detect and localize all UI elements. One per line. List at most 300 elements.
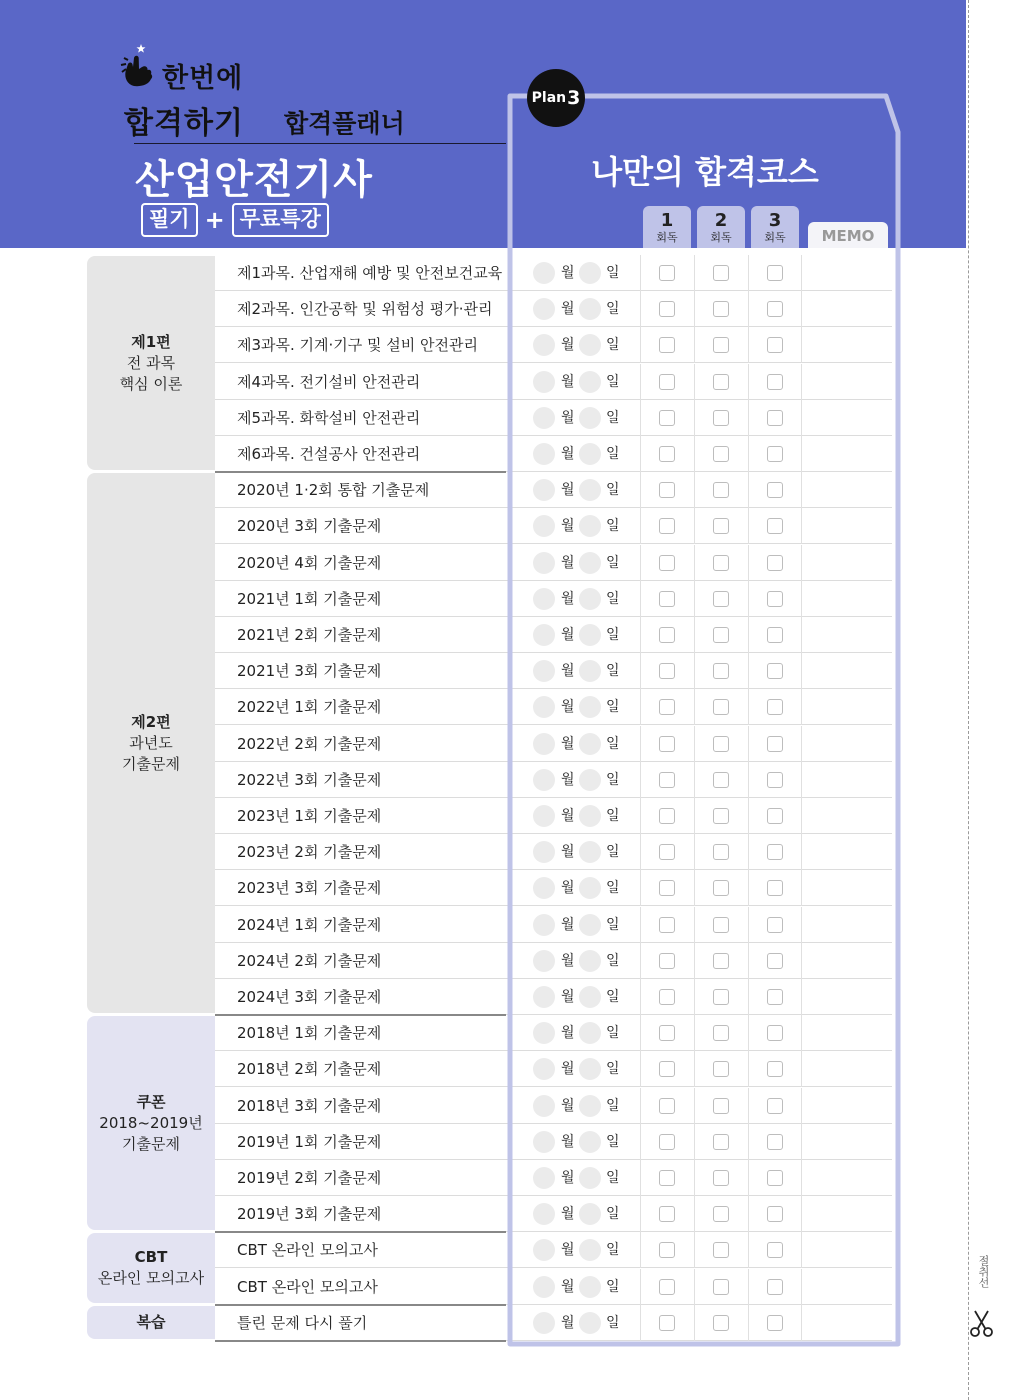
read-2-checkbox[interactable] xyxy=(713,518,729,534)
day-label: 일 xyxy=(606,1097,620,1114)
column-divider xyxy=(694,907,695,943)
read-3-checkbox[interactable] xyxy=(767,663,783,679)
day-input[interactable] xyxy=(579,334,601,356)
read-2-checkbox[interactable] xyxy=(713,591,729,607)
row-topic: 2023년 1회 기출문제 xyxy=(237,807,382,825)
month-input[interactable] xyxy=(533,1095,555,1117)
table-row xyxy=(215,508,892,544)
row-topic: 2020년 4회 기출문제 xyxy=(237,553,382,572)
month-input[interactable] xyxy=(533,986,555,1008)
day-input[interactable] xyxy=(579,660,601,682)
column-divider xyxy=(748,1051,749,1087)
column-divider xyxy=(694,689,695,725)
month-label: 월 xyxy=(561,446,575,462)
column-divider xyxy=(748,979,749,1015)
memo-cell[interactable] xyxy=(802,1196,890,1232)
day-label: 일 xyxy=(606,446,620,462)
day-input[interactable] xyxy=(579,371,601,393)
memo-cell[interactable] xyxy=(802,436,890,472)
read-1-checkbox[interactable] xyxy=(659,301,675,317)
read-2-checkbox[interactable] xyxy=(713,410,729,426)
day-input[interactable] xyxy=(579,515,601,537)
month-input[interactable] xyxy=(533,407,555,429)
read-3-checkbox[interactable] xyxy=(767,555,783,571)
month-input[interactable] xyxy=(533,1239,555,1261)
day-input[interactable] xyxy=(579,914,601,936)
day-input[interactable] xyxy=(579,1276,601,1298)
read-2-checkbox[interactable] xyxy=(713,772,729,788)
memo-cell[interactable] xyxy=(802,1305,890,1341)
month-label: 월 xyxy=(561,844,575,861)
memo-cell[interactable] xyxy=(802,1160,890,1196)
read-2-checkbox[interactable] xyxy=(713,1242,729,1258)
day-label: 일 xyxy=(606,989,620,1005)
month-input[interactable] xyxy=(533,479,555,501)
column-divider xyxy=(640,508,641,544)
column-divider xyxy=(694,1232,695,1268)
day-input[interactable] xyxy=(579,1022,601,1044)
column-divider xyxy=(694,1051,695,1087)
read-3-checkbox[interactable] xyxy=(767,844,783,860)
row-topic: 2022년 3회 기출문제 xyxy=(237,770,382,789)
day-input[interactable] xyxy=(579,1058,601,1080)
day-label: 일 xyxy=(606,699,620,716)
month-input[interactable] xyxy=(533,443,555,465)
read-2-checkbox[interactable] xyxy=(713,446,729,462)
read-3-checkbox[interactable] xyxy=(767,410,783,426)
table-row xyxy=(215,907,892,943)
month-input[interactable] xyxy=(533,1276,555,1298)
read-3-checkbox[interactable] xyxy=(767,1025,783,1041)
column-divider xyxy=(748,472,749,508)
read-1-checkbox[interactable] xyxy=(659,446,675,462)
read-1-checkbox[interactable] xyxy=(659,663,675,679)
memo-cell[interactable] xyxy=(802,1124,890,1160)
month-input[interactable] xyxy=(533,733,555,755)
read-3-checkbox[interactable] xyxy=(767,337,783,353)
day-input[interactable] xyxy=(579,877,601,899)
column-divider xyxy=(694,400,695,436)
read-2-checkbox[interactable] xyxy=(713,337,729,353)
month-input[interactable] xyxy=(533,552,555,574)
read-3-checkbox[interactable] xyxy=(767,953,783,969)
read-tab-2 xyxy=(697,206,745,248)
day-input[interactable] xyxy=(579,769,601,791)
read-1-checkbox[interactable] xyxy=(659,1098,675,1114)
month-input[interactable] xyxy=(533,624,555,646)
month-label: 월 xyxy=(561,699,575,716)
memo-cell[interactable] xyxy=(802,834,890,870)
read-1-checkbox[interactable] xyxy=(659,917,675,933)
month-input[interactable] xyxy=(533,515,555,537)
table-row xyxy=(215,653,892,689)
column-divider xyxy=(694,1196,695,1232)
month-input[interactable] xyxy=(533,334,555,356)
column-divider xyxy=(694,762,695,798)
memo-cell[interactable] xyxy=(802,255,890,291)
read-2-checkbox[interactable] xyxy=(713,1206,729,1222)
memo-cell[interactable] xyxy=(802,943,890,979)
row-topic: 2019년 1회 기출문제 xyxy=(237,1132,382,1151)
table-row xyxy=(215,1196,892,1232)
day-input[interactable] xyxy=(579,1167,601,1189)
read-3-checkbox[interactable] xyxy=(767,265,783,281)
read-1-checkbox[interactable] xyxy=(659,410,675,426)
read-3-checkbox[interactable] xyxy=(767,591,783,607)
table-row xyxy=(215,798,892,834)
read-1-checkbox[interactable] xyxy=(659,374,675,390)
month-label: 월 xyxy=(561,373,575,390)
day-label: 일 xyxy=(606,1170,620,1186)
row-topic: 제2과목. 인간공학 및 위험성 평가·관리 xyxy=(237,300,493,319)
memo-cell[interactable] xyxy=(802,1015,890,1051)
day-input[interactable] xyxy=(579,986,601,1008)
read-1-checkbox[interactable] xyxy=(659,699,675,715)
month-label: 월 xyxy=(561,482,575,499)
month-input[interactable] xyxy=(533,841,555,863)
column-divider xyxy=(748,327,749,363)
brand-line1: 한번에 xyxy=(162,63,244,94)
read-1-checkbox[interactable] xyxy=(659,953,675,969)
column-divider xyxy=(640,291,641,327)
day-input[interactable] xyxy=(579,950,601,972)
day-input[interactable] xyxy=(579,841,601,863)
column-divider xyxy=(748,617,749,653)
day-input[interactable] xyxy=(579,588,601,610)
row-topic: 2021년 1회 기출문제 xyxy=(237,589,382,608)
read-3-checkbox[interactable] xyxy=(767,989,783,1005)
read-3-checkbox[interactable] xyxy=(767,917,783,933)
table-row xyxy=(215,943,892,979)
memo-cell[interactable] xyxy=(802,400,890,436)
column-divider xyxy=(748,798,749,834)
read-1-checkbox[interactable] xyxy=(659,1315,675,1331)
day-input[interactable] xyxy=(579,552,601,574)
read-3-checkbox[interactable] xyxy=(767,1170,783,1186)
memo-cell[interactable] xyxy=(802,327,890,363)
section-sub: 전 과목 xyxy=(126,353,176,372)
memo-cell[interactable] xyxy=(802,870,890,906)
read-2-checkbox[interactable] xyxy=(713,1098,729,1114)
month-input[interactable] xyxy=(533,696,555,718)
month-label: 월 xyxy=(561,735,575,752)
read-3-checkbox[interactable] xyxy=(767,1242,783,1258)
memo-cell[interactable] xyxy=(802,581,890,617)
read-2-checkbox[interactable] xyxy=(713,917,729,933)
month-input[interactable] xyxy=(533,769,555,791)
read-2-checkbox[interactable] xyxy=(713,880,729,896)
read-3-checkbox[interactable] xyxy=(767,446,783,462)
read-1-checkbox[interactable] xyxy=(659,844,675,860)
read-2-checkbox[interactable] xyxy=(713,808,729,824)
read-3-checkbox[interactable] xyxy=(767,518,783,534)
read-1-checkbox[interactable] xyxy=(659,482,675,498)
column-divider xyxy=(694,255,695,291)
day-label: 일 xyxy=(606,265,620,281)
read-2-checkbox[interactable] xyxy=(713,555,729,571)
read-2-checkbox[interactable] xyxy=(713,265,729,281)
read-2-checkbox[interactable] xyxy=(713,374,729,390)
month-label: 월 xyxy=(561,663,575,680)
memo-cell[interactable] xyxy=(802,472,890,508)
column-divider xyxy=(640,726,641,762)
day-input[interactable] xyxy=(579,1131,601,1153)
read-2-checkbox[interactable] xyxy=(713,1279,729,1295)
month-input[interactable] xyxy=(533,1058,555,1080)
read-2-checkbox[interactable] xyxy=(713,482,729,498)
table-row xyxy=(215,870,892,906)
month-label: 월 xyxy=(561,627,575,643)
day-input[interactable] xyxy=(579,805,601,827)
memo-cell[interactable] xyxy=(802,798,890,834)
day-label: 일 xyxy=(606,808,620,824)
read-1-checkbox[interactable] xyxy=(659,1242,675,1258)
read-3-checkbox[interactable] xyxy=(767,808,783,824)
day-input[interactable] xyxy=(579,696,601,718)
month-label: 월 xyxy=(561,590,575,607)
table-row xyxy=(215,1051,892,1087)
column-divider xyxy=(640,1305,641,1341)
day-label: 일 xyxy=(606,1206,620,1223)
read-1-checkbox[interactable] xyxy=(659,1061,675,1077)
column-divider xyxy=(640,364,641,400)
memo-cell[interactable] xyxy=(802,508,890,544)
read-3-checkbox[interactable] xyxy=(767,1315,783,1331)
column-divider xyxy=(694,436,695,472)
read-2-checkbox[interactable] xyxy=(713,1315,729,1331)
day-input[interactable] xyxy=(579,407,601,429)
column-divider xyxy=(640,1196,641,1232)
month-input[interactable] xyxy=(533,877,555,899)
table-row xyxy=(215,255,892,291)
read-2-checkbox[interactable] xyxy=(713,1170,729,1186)
day-label: 일 xyxy=(606,663,620,680)
day-label: 일 xyxy=(606,771,620,788)
day-label: 일 xyxy=(606,1025,620,1042)
read-1-checkbox[interactable] xyxy=(659,736,675,752)
month-input[interactable] xyxy=(533,262,555,284)
column-divider xyxy=(640,979,641,1015)
column-divider xyxy=(640,1015,641,1051)
memo-cell[interactable] xyxy=(802,291,890,327)
read-2-checkbox[interactable] xyxy=(713,699,729,715)
table-row xyxy=(215,762,892,798)
read-3-checkbox[interactable] xyxy=(767,1061,783,1077)
memo-cell[interactable] xyxy=(802,653,890,689)
month-input[interactable] xyxy=(533,1022,555,1044)
read-tab-3 xyxy=(751,206,799,248)
table-row xyxy=(215,1015,892,1051)
table-row xyxy=(215,979,892,1015)
row-topic: 2019년 2회 기출문제 xyxy=(237,1169,382,1187)
column-divider xyxy=(640,617,641,653)
month-input[interactable] xyxy=(533,1167,555,1189)
read-2-checkbox[interactable] xyxy=(713,1025,729,1041)
day-input[interactable] xyxy=(579,624,601,646)
read-3-checkbox[interactable] xyxy=(767,736,783,752)
read-1-checkbox[interactable] xyxy=(659,265,675,281)
day-label: 일 xyxy=(606,518,620,535)
column-divider xyxy=(640,1124,641,1160)
day-label: 일 xyxy=(606,952,620,969)
column-divider xyxy=(694,1015,695,1051)
read-1-checkbox[interactable] xyxy=(659,808,675,824)
badge-row xyxy=(141,203,329,237)
read-1-checkbox[interactable] xyxy=(659,337,675,353)
memo-cell[interactable] xyxy=(802,1232,890,1268)
column-divider xyxy=(694,1160,695,1196)
column-divider xyxy=(640,436,641,472)
column-divider xyxy=(640,907,641,943)
column-divider xyxy=(748,907,749,943)
memo-cell[interactable] xyxy=(802,545,890,581)
plan-label: Plan xyxy=(531,90,567,106)
column-divider xyxy=(748,581,749,617)
read-tab-number: 2 xyxy=(714,210,728,231)
day-label: 일 xyxy=(606,627,620,643)
read-3-checkbox[interactable] xyxy=(767,1206,783,1222)
read-2-checkbox[interactable] xyxy=(713,627,729,643)
day-input[interactable] xyxy=(579,262,601,284)
column-divider xyxy=(748,255,749,291)
column-divider xyxy=(640,1160,641,1196)
read-3-checkbox[interactable] xyxy=(767,699,783,715)
day-input[interactable] xyxy=(579,1203,601,1225)
table-row xyxy=(215,689,892,725)
month-input[interactable] xyxy=(533,1203,555,1225)
read-1-checkbox[interactable] xyxy=(659,555,675,571)
row-topic: 2024년 2회 기출문제 xyxy=(237,951,382,970)
read-1-checkbox[interactable] xyxy=(659,1170,675,1186)
section-label xyxy=(87,1233,215,1302)
month-input[interactable] xyxy=(533,298,555,320)
read-1-checkbox[interactable] xyxy=(659,772,675,788)
day-input[interactable] xyxy=(579,443,601,465)
table-row xyxy=(215,1124,892,1160)
column-divider xyxy=(694,870,695,906)
read-1-checkbox[interactable] xyxy=(659,518,675,534)
month-input[interactable] xyxy=(533,950,555,972)
column-divider xyxy=(640,798,641,834)
read-1-checkbox[interactable] xyxy=(659,1206,675,1222)
memo-cell[interactable] xyxy=(802,1088,890,1124)
column-divider xyxy=(694,1269,695,1305)
read-1-checkbox[interactable] xyxy=(659,627,675,643)
read-3-checkbox[interactable] xyxy=(767,772,783,788)
course-title: 나만의 합격코스 xyxy=(591,153,819,191)
read-2-checkbox[interactable] xyxy=(713,1061,729,1077)
table-row xyxy=(215,1088,892,1124)
read-3-checkbox[interactable] xyxy=(767,482,783,498)
read-3-checkbox[interactable] xyxy=(767,374,783,390)
read-2-checkbox[interactable] xyxy=(713,736,729,752)
read-3-checkbox[interactable] xyxy=(767,1098,783,1114)
day-input[interactable] xyxy=(579,298,601,320)
memo-cell[interactable] xyxy=(802,979,890,1015)
day-label: 일 xyxy=(606,735,620,752)
read-3-checkbox[interactable] xyxy=(767,1279,783,1295)
day-input[interactable] xyxy=(579,1239,601,1261)
month-input[interactable] xyxy=(533,914,555,936)
month-label: 월 xyxy=(561,880,575,897)
table-row xyxy=(215,472,892,508)
row-topic: 제3과목. 기계·기구 및 설비 안전관리 xyxy=(237,336,479,355)
memo-cell[interactable] xyxy=(802,907,890,943)
read-2-checkbox[interactable] xyxy=(713,844,729,860)
read-1-checkbox[interactable] xyxy=(659,1279,675,1295)
month-input[interactable] xyxy=(533,1312,555,1334)
table-row xyxy=(215,617,892,653)
column-divider xyxy=(748,726,749,762)
read-2-checkbox[interactable] xyxy=(713,1134,729,1150)
read-2-checkbox[interactable] xyxy=(713,989,729,1005)
section-head: 제1편 xyxy=(131,332,171,351)
read-3-checkbox[interactable] xyxy=(767,1134,783,1150)
read-1-checkbox[interactable] xyxy=(659,591,675,607)
day-input[interactable] xyxy=(579,733,601,755)
read-3-checkbox[interactable] xyxy=(767,301,783,317)
month-input[interactable] xyxy=(533,805,555,827)
memo-cell[interactable] xyxy=(802,617,890,653)
column-divider xyxy=(748,364,749,400)
day-label: 일 xyxy=(606,1242,620,1259)
read-2-checkbox[interactable] xyxy=(713,953,729,969)
memo-cell[interactable] xyxy=(802,689,890,725)
table-row xyxy=(215,581,892,617)
month-input[interactable] xyxy=(533,371,555,393)
column-divider xyxy=(748,870,749,906)
column-divider xyxy=(694,1124,695,1160)
memo-cell[interactable] xyxy=(802,1051,890,1087)
month-input[interactable] xyxy=(533,588,555,610)
row-topic: 2023년 2회 기출문제 xyxy=(237,843,382,862)
day-input[interactable] xyxy=(579,1095,601,1117)
read-1-checkbox[interactable] xyxy=(659,880,675,896)
day-label: 일 xyxy=(606,554,620,571)
month-label: 월 xyxy=(561,1206,575,1223)
memo-cell[interactable] xyxy=(802,726,890,762)
month-input[interactable] xyxy=(533,1131,555,1153)
read-1-checkbox[interactable] xyxy=(659,1025,675,1041)
read-2-checkbox[interactable] xyxy=(713,663,729,679)
table-row xyxy=(215,1269,892,1305)
column-divider xyxy=(694,943,695,979)
table-row xyxy=(215,834,892,870)
memo-tab: MEMO xyxy=(808,222,888,248)
month-label: 월 xyxy=(561,1025,575,1042)
read-3-checkbox[interactable] xyxy=(767,880,783,896)
read-1-checkbox[interactable] xyxy=(659,989,675,1005)
read-tab-number: 1 xyxy=(660,210,674,231)
read-tab-label: 회독 xyxy=(764,231,786,244)
memo-cell[interactable] xyxy=(802,762,890,798)
day-input[interactable] xyxy=(579,1312,601,1334)
month-input[interactable] xyxy=(533,660,555,682)
column-divider xyxy=(694,798,695,834)
day-input[interactable] xyxy=(579,479,601,501)
read-1-checkbox[interactable] xyxy=(659,1134,675,1150)
row-topic: 틀린 문제 다시 풀기 xyxy=(237,1313,368,1332)
table-row xyxy=(215,436,892,472)
badge-written: 필기 xyxy=(141,203,198,237)
day-label: 일 xyxy=(606,1278,620,1295)
memo-cell[interactable] xyxy=(802,1269,890,1305)
column-divider xyxy=(640,943,641,979)
month-label: 월 xyxy=(561,518,575,535)
memo-cell[interactable] xyxy=(802,364,890,400)
read-3-checkbox[interactable] xyxy=(767,627,783,643)
read-2-checkbox[interactable] xyxy=(713,301,729,317)
